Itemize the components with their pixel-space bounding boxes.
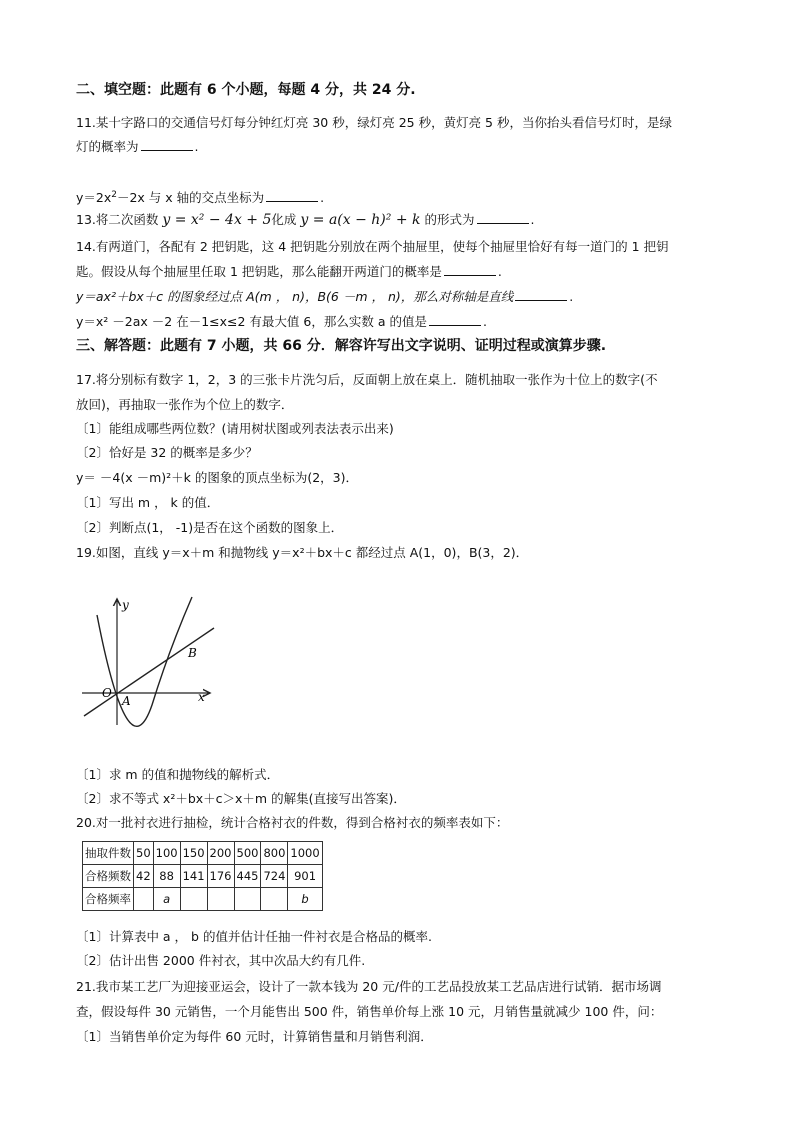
table-cell: 500 [234, 842, 261, 865]
table-cell: 141 [180, 865, 207, 888]
section-3-heading: 三、解答题：此题有 7 小题，共 66 分．解容许写出文字说明、证明过程或演算步骤. [76, 338, 607, 354]
point-b-label: B [188, 646, 197, 660]
table-cell: 42 [134, 865, 154, 888]
question-19-part-2: 〔2〕求不等式 x²＋bx＋c＞x＋m 的解集(直接写出答案)． [76, 791, 406, 806]
question-19: 19.如图，直线 y＝x＋m 和抛物线 y＝x²＋bx＋c 都经过点 A(1，0)，B(3，2)． [76, 545, 529, 560]
table-cell: 88 [153, 865, 180, 888]
question-15 [76, 288, 573, 305]
table-cell: 800 [261, 842, 288, 865]
answer-blank [429, 313, 481, 326]
question-14-text: 匙。假设从每个抽屉里任取 1 把钥匙，那么能翻开两道门的概率是 [76, 264, 442, 279]
table-cell: 200 [207, 842, 234, 865]
table-cell: b [288, 888, 322, 911]
origin-label: O [102, 686, 112, 700]
question-19-part-1: 〔1〕求 m 的值和抛物线的解析式． [76, 767, 280, 782]
table-cell [134, 888, 154, 911]
table-cell: 724 [261, 865, 288, 888]
table-cell [261, 888, 288, 911]
question-18-part-2: 〔2〕判断点(1， -1)是否在这个函数的图象上． [76, 520, 344, 535]
period: . [569, 289, 574, 304]
period: . [530, 212, 535, 227]
question-16 [76, 313, 487, 330]
section-2-heading: 二、填空题：此题有 6 个小题，每题 4 分，共 24 分. [76, 82, 416, 98]
table-row [83, 888, 323, 911]
exponent: 2 [111, 189, 117, 200]
table-cell: 150 [180, 842, 207, 865]
table-row-header: 合格频率 [83, 888, 134, 911]
table-cell [207, 888, 234, 911]
table-cell [234, 888, 261, 911]
table-cell: 445 [234, 865, 261, 888]
y-axis-label: y [122, 598, 129, 612]
point-a-label: A [122, 694, 131, 708]
formula-1: y = x² − 4x + 5 [162, 212, 272, 228]
question-20-part-2: 〔2〕估计出售 2000 件衬衣，其中次品大约有几件. [76, 953, 366, 968]
question-20: 20.对一批衬衣进行抽检，统计合格衬衣的件数，得到合格衬衣的频率表如下： [76, 815, 509, 830]
question-11-line-1: 11.某十字路口的交通信号灯每分钟红灯亮 30 秒，绿灯亮 25 秒，黄灯亮 5 秒，当你抬头看信号灯时，是绿 [76, 115, 672, 130]
formula-2: y = a(x − h)² + k [300, 212, 421, 228]
table-cell: 176 [207, 865, 234, 888]
straight-line [84, 628, 214, 716]
table-row-header: 合格频数 [83, 865, 134, 888]
question-17-line-2: 放回)，再抽取一张作为个位上的数字． [76, 397, 294, 412]
question-14-line-1: 14.有两道门，各配有 2 把钥匙，这 4 把钥匙分别放在两个抽屉里，使每个抽屉里恰好有每一道门的 1 把钥 [76, 239, 669, 254]
question-12 [76, 189, 324, 206]
table-row-header: 抽取件数 [83, 842, 134, 865]
period: . [320, 190, 325, 205]
question-11-text: 灯的概率为 [76, 139, 139, 154]
table-cell: a [153, 888, 180, 911]
table-row [83, 865, 323, 888]
question-16-text: y＝x² －2ax －2 在－1≤x≤2 有最大值 6，那么实数 a 的值是 [76, 314, 427, 329]
question-13-text-a: 13.将二次函数 [76, 212, 159, 227]
question-11-line-2 [76, 138, 199, 155]
function-graph [82, 595, 222, 730]
table-cell: 901 [288, 865, 322, 888]
question-14-line-2 [76, 263, 502, 280]
period: . [497, 264, 502, 279]
question-12-text-b: －2x 与 x 轴的交点坐标为 [116, 190, 265, 205]
table-cell: 1000 [288, 842, 322, 865]
question-13 [76, 211, 534, 228]
question-20-part-1: 〔1〕计算表中 a ， b 的值并估计任抽一件衬衣是合格品的概率. [76, 929, 432, 944]
question-18-part-1: 〔1〕写出 m ， k 的值． [76, 495, 220, 510]
answer-blank [141, 138, 193, 151]
question-17-part-1: 〔1〕能组成哪些两位数？(请用树状图或列表法表示出来) [76, 421, 394, 436]
period: . [482, 314, 487, 329]
question-15-text: y＝ax²＋bx＋c 的图象经过点 A(m ， n)，B(6 －m ， n)，那么对称轴是直线 [76, 289, 514, 304]
answer-blank [266, 189, 318, 202]
question-13-text-b: 化成 [271, 212, 297, 227]
frequency-table-body [83, 842, 323, 911]
table-cell [180, 888, 207, 911]
question-21-part-1: 〔1〕当销售单价定为每件 60 元时，计算销售量和月销售利润． [76, 1029, 433, 1044]
table-row [83, 842, 323, 865]
question-18: y＝ －4(x －m)²＋k 的图象的顶点坐标为(2，3)． [76, 470, 359, 485]
table-cell: 100 [153, 842, 180, 865]
question-17-line-1: 17.将分别标有数字 1，2，3 的三张卡片洗匀后，反面朝上放在桌上．随机抽取一张作为十位上的数字(不 [76, 372, 658, 387]
answer-blank [444, 263, 496, 276]
question-13-text-c: 的形式为 [424, 212, 475, 227]
answer-blank [477, 211, 529, 224]
table-cell: 50 [134, 842, 154, 865]
x-axis-label: x [198, 690, 205, 704]
question-17-part-2: 〔2〕恰好是 32 的概率是多少？ [76, 445, 258, 460]
answer-blank [515, 288, 567, 301]
frequency-table [82, 841, 323, 911]
question-21-line-1: 21.我市某工艺厂为迎接亚运会，设计了一款本钱为 20 元/件的工艺品投放某工艺品店进行试销．据市场调 [76, 979, 662, 994]
question-21-line-2: 查，假设每件 30 元销售，一个月能售出 500 件，销售单价每上涨 10 元，月销售量就减少 100 件，问： [76, 1004, 663, 1019]
question-12-text-a: y＝2x [76, 190, 112, 205]
parabola-curve [97, 597, 192, 726]
period: . [194, 139, 199, 154]
